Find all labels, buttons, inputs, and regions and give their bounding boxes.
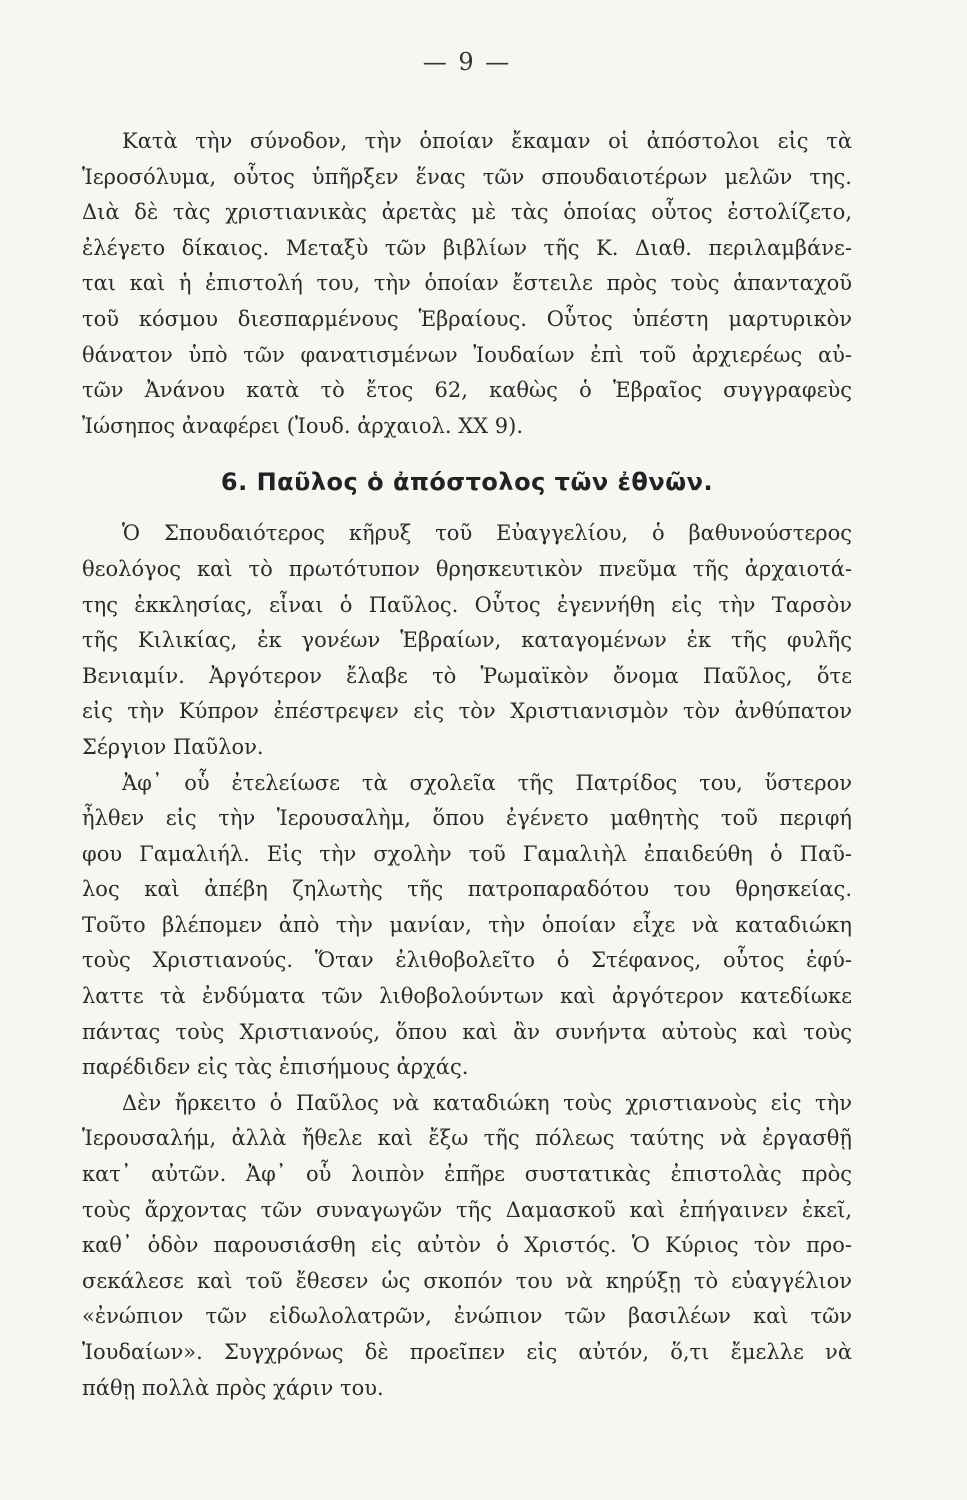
- text-line: ἐλέγετο δίκαιος. Μεταξὺ τῶν βιβλίων τῆς Κ. Διαθ. περιλαμβάνε-: [82, 235, 852, 260]
- text-line: ἦλθεν εἰς τὴν Ἱερουσαλὴμ, ὅπου ἐγένετο μαθητὴς τοῦ περιφή: [82, 806, 852, 831]
- text-line: «ἐνώπιον τῶν εἰδωλολατρῶν, ἐνώπιον τῶν βασιλέων καὶ τῶν: [82, 1304, 852, 1329]
- text-line: ται καὶ ἡ ἐπιστολή του, τὴν ὁποίαν ἔστειλε πρὸς τοὺς ἁπανταχοῦ: [82, 271, 852, 296]
- page-number: — 9 —: [422, 48, 512, 76]
- paragraph-1: [82, 124, 852, 444]
- text-line: Διὰ δὲ τὰς χριστιανικὰς ἀρετὰς μὲ τὰς ὁποίας οὗτος ἐστολίζετο,: [82, 200, 852, 225]
- text-line: θεολόγος καὶ τὸ πρωτότυπον θρησκευτικὸν πνεῦμα τῆς ἀρχαιοτά-: [82, 556, 852, 581]
- text-line: Τοῦτο βλέπομεν ἀπὸ τὴν μανίαν, τὴν ὁποίαν εἶχε νὰ καταδιώκη: [82, 912, 852, 937]
- text-line: πάντας τοὺς Χριστιανούς, ὅπου καὶ ἂν συνήντα αὐτοὺς καὶ τοὺς: [82, 1019, 852, 1044]
- text-line: Βενιαμίν. Ἀργότερον ἔλαβε τὸ Ῥωμαϊκὸν ὄνομα Παῦλος, ὅτε: [82, 663, 852, 688]
- text-line: Ἱερουσαλήμ, ἀλλὰ ἤθελε καὶ ἔξω τῆς πόλεως ταύτης νὰ ἐργασθῇ: [82, 1126, 852, 1151]
- section-heading: 6. Παῦλος ὁ ἀπόστολος τῶν ἐθνῶν.: [220, 468, 714, 497]
- paragraph-2: [82, 516, 852, 765]
- text-line: παρέδιδεν εἰς τὰς ἐπισήμους ἀρχάς.: [82, 1055, 469, 1080]
- text-line: Ἰουδαίων». Συγχρόνως δὲ προεῖπεν εἰς αὐτόν, ὅ,τι ἔμελλε νὰ: [82, 1340, 852, 1364]
- text-line: τοὺς ἄρχοντας τῶν συναγωγῶν τῆς Δαμασκοῦ καὶ ἐπήγαινεν ἐκεῖ,: [82, 1197, 852, 1222]
- paragraph-3: [82, 766, 852, 1086]
- text-line: Ἰώσηπος ἀναφέρει (Ἰουδ. ἀρχαιολ. XX 9).: [82, 413, 524, 438]
- text-line: τῆς Κιλικίας, ἐκ γονέων Ἑβραίων, καταγομένων ἐκ τῆς φυλῆς: [82, 628, 852, 653]
- text-line: Ἀφ᾽ οὗ ἐτελείωσε τὰ σχολεῖα τῆς Πατρίδος του, ὕστερον: [122, 770, 852, 795]
- text-line: τῶν Ἀνάνου κατὰ τὸ ἔτος 62, καθὼς ὁ Ἑβραῖος συγγραφεὺς: [82, 378, 852, 403]
- text-line: εἰς τὴν Κύπρον ἐπέστρεψεν εἰς τὸν Χριστιανισμὸν τὸν ἀνθύπατον: [82, 699, 852, 724]
- text-line: Σέργιον Παῦλον.: [82, 734, 264, 759]
- text-line: Δὲν ἤρκειτο ὁ Παῦλος νὰ καταδιώκη τοὺς χριστιανοὺς εἰς τὴν: [122, 1090, 852, 1115]
- text-line: θάνατον ὑπὸ τῶν φανατισμένων Ἰουδαίων ἐπὶ τοῦ ἀρχιερέως αὐ-: [82, 342, 852, 367]
- text-line: λος καὶ ἀπέβη ζηλωτὴς τῆς πατροπαραδότου του θρησκείας.: [82, 877, 852, 902]
- text-line: τοὺς Χριστιανούς. Ὅταν ἐλιθοβολεῖτο ὁ Στέφανος, οὗτος ἐφύ-: [82, 948, 852, 973]
- text-line: Ὁ Σπουδαιότερος κῆρυξ τοῦ Εὐαγγελίου, ὁ βαθυνούστερος: [122, 521, 852, 546]
- text-line: φου Γαμαλιήλ. Εἰς τὴν σχολὴν τοῦ Γαμαλιὴλ ἐπαιδεύθη ὁ Παῦ-: [82, 841, 852, 866]
- text-line: λαττε τὰ ἐνδύματα τῶν λιθοβολούντων καὶ ἀργότερον κατεδίωκε: [82, 984, 852, 1009]
- text-line: σεκάλεσε καὶ τοῦ ἔθεσεν ὡς σκοπόν του νὰ κηρύξῃ τὸ εὐαγγέλιον: [82, 1268, 852, 1293]
- text-line: κατ᾽ αὐτῶν. Ἀφ᾽ οὗ λοιπὸν ἐπῆρε συστατικὰς ἐπιστολὰς πρὸς: [82, 1162, 852, 1187]
- text-line: Κατὰ τὴν σύνοδον, τὴν ὁποίαν ἔκαμαν οἱ ἀπόστολοι εἰς τὰ: [122, 129, 852, 153]
- text-line: καθ᾽ ὁδὸν παρουσιάσθη εἰς αὐτὸν ὁ Χριστός. Ὁ Κύριος τὸν προ-: [82, 1233, 852, 1258]
- text-line: Ἱεροσόλυμα, οὗτος ὑπῆρξεν ἕνας τῶν σπουδαιοτέρων μελῶν της.: [82, 164, 852, 189]
- text-line: της ἐκκλησίας, εἶναι ὁ Παῦλος. Οὗτος ἐγεννήθη εἰς τὴν Ταρσὸν: [82, 592, 852, 617]
- text-line: τοῦ κόσμου διεσπαρμένους Ἑβραίους. Οὗτος ὑπέστη μαρτυρικὸν: [82, 306, 852, 331]
- text-line: πάθῃ πολλὰ πρὸς χάριν του.: [82, 1375, 384, 1400]
- paragraph-4: [82, 1086, 852, 1406]
